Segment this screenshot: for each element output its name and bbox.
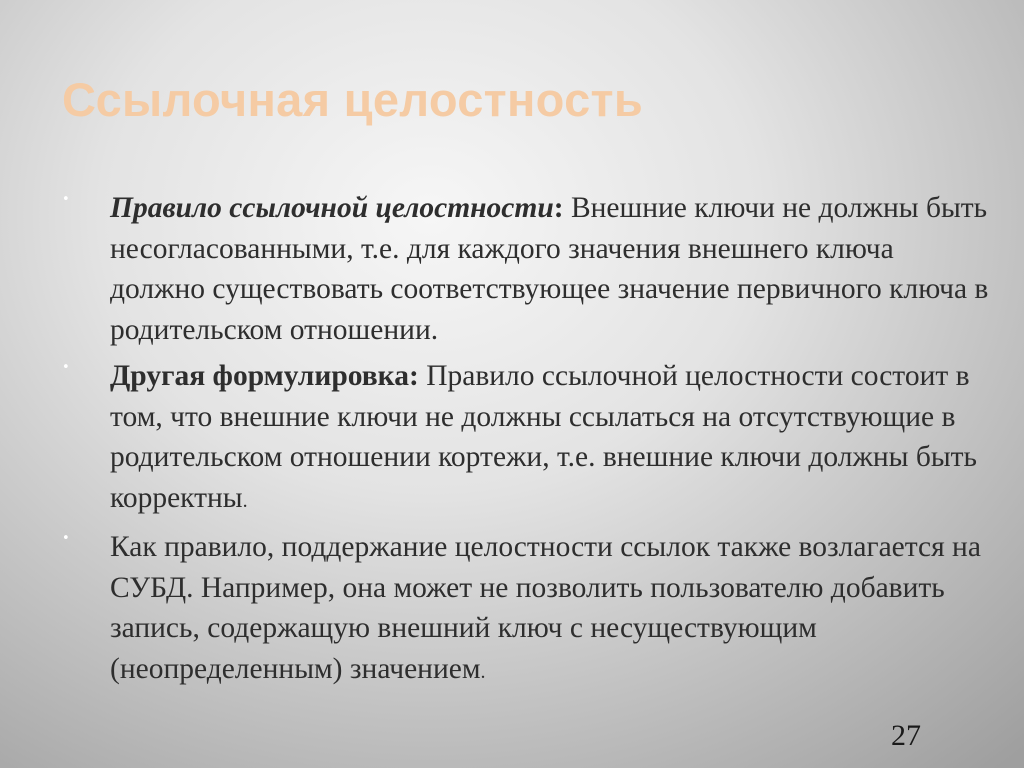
bullet-list [62,188,990,698]
bullet-text: Внешние ключи не должны быть несогласованными, т.е. для каждого значения внешнего ключа должно существовать соответствующее значение первичного ключа в родительском отношении. [110,192,989,346]
bullet-end: . [480,660,486,683]
bullet-lead: Правило ссылочной целостности [110,192,554,224]
bullet-text: Как правило, поддержание целостности ссылок также возлагается на СУБД. Например, она может не позволить пользователю добавить запись, содержащую внешний ключ с несуществующим (неопределенным) значением [110,531,981,685]
bullet-icon: • [62,192,70,207]
bullet-item-rule [62,188,990,350]
bullet-icon: • [62,531,70,546]
bullet-lead: Другая формулировка: [110,360,419,392]
bullet-end: . [242,489,248,512]
bullet-item-dbms [62,527,990,692]
bullet-item-alt-formulation [62,356,990,521]
bullet-text: Правило ссылочной целостности состоит в том, что внешние ключи не должны ссылаться на отсутствующие в родительском отношении кортежи, т.е. внешние ключи должны быть корректны [110,360,978,514]
bullet-icon: • [62,360,70,375]
page-number: 27 [891,719,921,752]
bullet-lead-colon: : [553,192,564,224]
slide-title: Ссылочная целостность [62,73,644,126]
